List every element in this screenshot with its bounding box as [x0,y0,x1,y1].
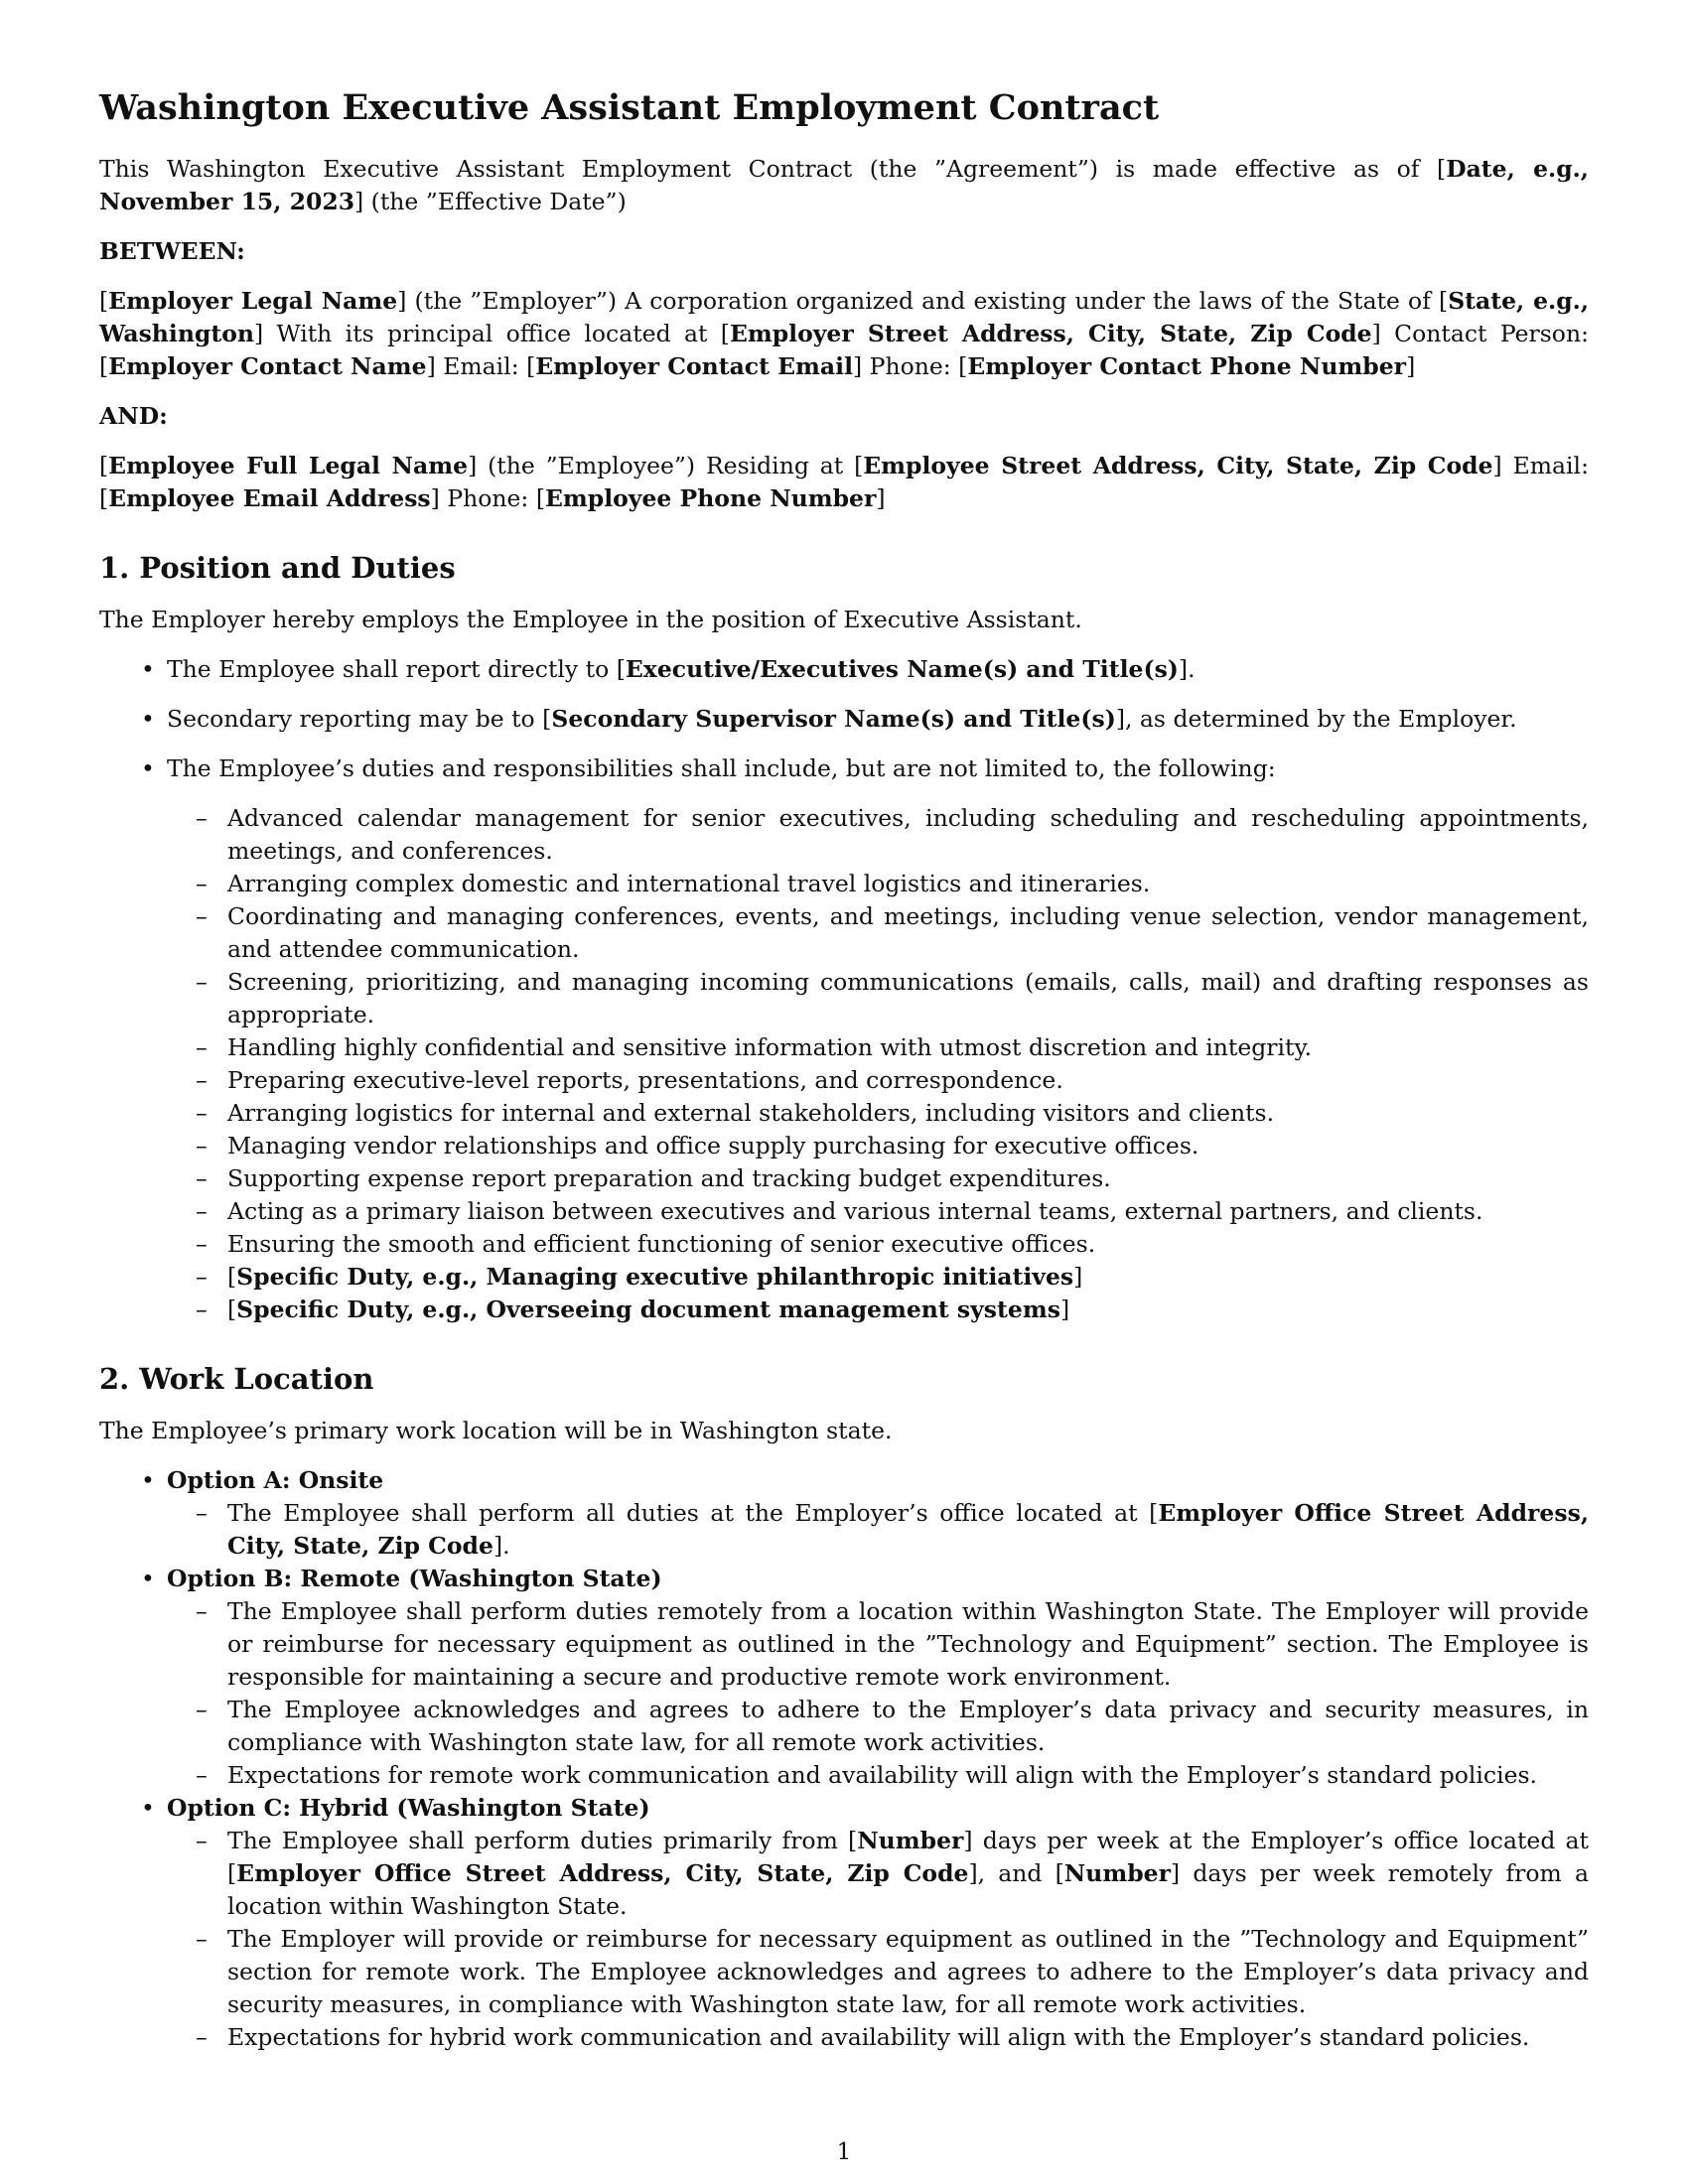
document-page [99,87,1589,2054]
option-c [167,1792,1589,2054]
office-address-placeholder: Employer Office Street Address, City, State, Zip Code [236,1858,969,1887]
and-label: AND: [99,402,168,430]
office-address-placeholder: Employer Office Street Address, City, State, Zip Code [227,1498,1590,1560]
duty-item: – Advanced calendar management for senior executives, including scheduling and rescheduling appointments, meetings, and conferences. [227,802,1589,868]
option-c-item: – The Employee shall perform duties primarily from [Number] days per week at the Employer’s office located at [Employer Office Street Address, City, State, Zip Code], and [Number] days per week remotely from a location within Washington State. [227,1825,1589,1923]
duty-item: – Screening, prioritizing, and managing incoming communications (emails, calls, mail) and drafting responses as appropriate. [227,966,1589,1031]
duty-item: – Handling highly confidential and sensitive information with utmost discretion and integrity. [227,1031,1589,1064]
intro-paragraph: This Washington Executive Assistant Employment Contract (the ”Agreement”) is made effective as of [Date, e.g., November 15, 2023] (the ”Effective Date”) [99,155,1589,215]
executive-name-placeholder: Executive/Executives Name(s) and Title(s) [625,654,1179,683]
list-item: • Secondary reporting may be to [Secondary Supervisor Name(s) and Title(s)], as determined by the Employer. [167,703,1589,736]
duties-list [167,802,1589,1326]
option-a [167,1464,1589,1563]
employee-paragraph: [Employee Full Legal Name] (the ”Employee”) Residing at [Employee Street Address, City, State, Zip Code] Email: [Employee Email Address] Phone: [Employee Phone Number] [99,452,1589,512]
employer-contact-phone-placeholder: Employer Contact Phone Number [967,352,1407,380]
list-item: • The Employee shall report directly to [Executive/Executives Name(s) and Title(s)]. [167,653,1589,686]
employee-name-placeholder: Employee Full Legal Name [108,452,469,479]
section-1-list [99,653,1589,1326]
option-b-label: Option B: Remote (Washington State) [167,1564,662,1592]
employer-name-placeholder: Employer Legal Name [108,287,398,315]
document-title: Washington Executive Assistant Employment Contract [99,87,1160,128]
employer-paragraph: [Employer Legal Name] (the ”Employer”) A corporation organized and existing under the laws of the State of [State, e.g., Washington] With its principal office located at [Employer Street Address, City, State, Zip Code] Contact Person: [Employer Contact Name] Email: [Employer Contact Email] Phone: [Employer Contact Phone Number] [99,287,1590,380]
duty-item: – Arranging logistics for internal and external stakeholders, including visitors and clients. [227,1097,1589,1130]
section-1-intro: The Employer hereby employs the Employee in the position of Executive Assistant. [99,605,1082,633]
section-2-intro: The Employee’s primary work location will be in Washington state. [99,1416,893,1444]
duty-item: – Supporting expense report preparation and tracking budget expenditures. [227,1162,1589,1195]
section-1-heading: 1. Position and Duties [99,551,456,585]
duty-item: – Arranging complex domestic and international travel logistics and itineraries. [227,868,1589,900]
page-number: 1 [836,2139,852,2165]
option-c-item: – The Employer will provide or reimburse for necessary equipment as outlined in the ”Technology and Equipment” section for remote work. The Employee acknowledges and agrees to adhere to the Employer’s data privacy and security measures, in compliance with Washington state law, for all remote work activities. [227,1923,1589,2021]
section-2-heading: 2. Work Location [99,1361,374,1396]
duty-item: – Coordinating and managing conferences, events, and meetings, including venue selection, vendor management, and attendee communication. [227,900,1589,966]
between-label: BETWEEN: [99,237,245,265]
office-days-placeholder: Number [857,1826,964,1854]
employer-address-placeholder: Employer Street Address, City, State, Zip Code [729,320,1372,347]
work-location-options [99,1464,1589,2054]
employee-address-placeholder: Employee Street Address, City, State, Zip Code [863,452,1493,479]
employee-email-placeholder: Employee Email Address [108,484,431,512]
secondary-supervisor-placeholder: Secondary Supervisor Name(s) and Title(s) [551,704,1116,733]
duty-item: – Ensuring the smooth and efficient functioning of senior executive offices. [227,1228,1589,1261]
employer-contact-name-placeholder: Employer Contact Name [108,352,427,380]
duty-item: – Preparing executive-level reports, presentations, and correspondence. [227,1064,1589,1097]
option-c-item: – Expectations for hybrid work communication and availability will align with the Employer’s standard policies. [227,2021,1589,2054]
option-c-label: Option C: Hybrid (Washington State) [167,1793,650,1822]
option-b [167,1563,1589,1792]
remote-days-placeholder: Number [1063,1858,1171,1887]
option-b-item: – The Employee shall perform duties remotely from a location within Washington State. The Employer will provide or reimburse for necessary equipment as outlined in the ”Technology and Equipment” section. The Employee is responsible for maintaining a secure and productive remote work environment. [227,1595,1589,1694]
duty-item-specific: – [Specific Duty, e.g., Managing executive philanthropic initiatives] [227,1261,1589,1294]
effective-date-placeholder: Date, e.g., November 15, 2023 [99,155,1589,215]
option-b-item: – Expectations for remote work communication and availability will align with the Employer’s standard policies. [227,1759,1589,1792]
option-b-item: – The Employee acknowledges and agrees to adhere to the Employer’s data privacy and security measures, in compliance with Washington state law, for all remote work activities. [227,1694,1589,1759]
duty-item: – Managing vendor relationships and office supply purchasing for executive offices. [227,1130,1589,1162]
option-a-label: Option A: Onsite [167,1465,384,1494]
duty-item: – Acting as a primary liaison between executives and various internal teams, external partners, and clients. [227,1195,1589,1228]
list-item: • The Employee’s duties and responsibilities shall include, but are not limited to, the following: – Advanced calendar management for senior executives, including scheduling and rescheduling appointments, meetings, and conferences. – Arranging complex domestic and international travel logistics and itineraries. – Coordinating and managing conferences, events, and meetings, including venue selection, vendor management, and attendee communication. – Screening, prioritizing, and managing incoming communications (emails, calls, mail) and drafting responses as appropriate. – Handling highly confidential and sensitive information with utmost discretion and integrity. – Preparing executive-level reports, presentations, and correspondence. – Arranging logistics for internal and external stakeholders, including visitors and clients. – Managing vendor relationships and office supply purchasing for executive offices. – Supporting expense report preparation and tracking budget expenditures. – Acting as a primary liaison between executives and various internal teams, external partners, and clients. – Ensuring the smooth and efficient functioning of senior executive offices. – [Specific Duty, e.g., Managing executive philanthropic initiatives] – [Specific Duty, e.g., Overseeing document management systems] [167,752,1589,1326]
duty-item-specific: – [Specific Duty, e.g., Overseeing document management systems] [227,1294,1589,1326]
employer-contact-email-placeholder: Employer Contact Email [535,352,853,380]
employee-phone-placeholder: Employee Phone Number [545,484,877,512]
option-a-item: – The Employee shall perform all duties at the Employer’s office located at [Employer Office Street Address, City, State, Zip Code]. [227,1497,1589,1563]
employer-state-placeholder: State, e.g., Washington [99,287,1590,347]
